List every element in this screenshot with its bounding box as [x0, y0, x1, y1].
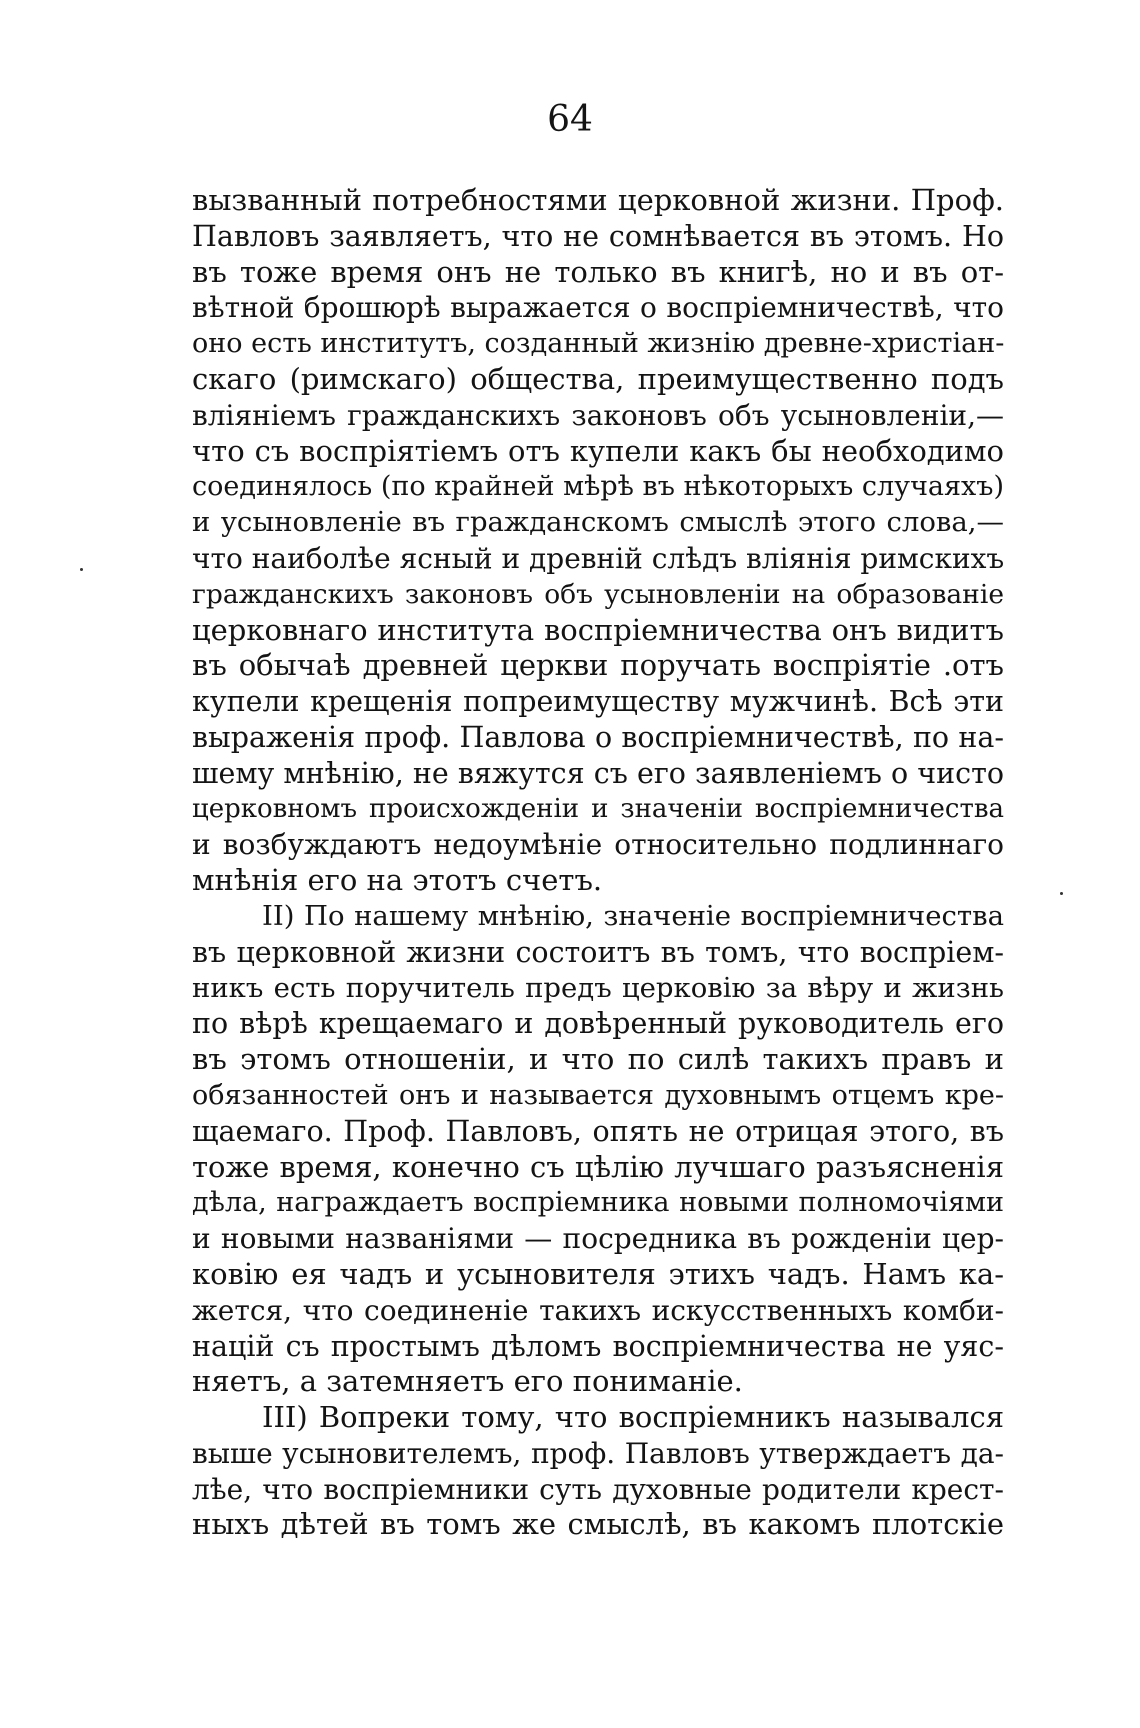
text-line: мнѣнія его на этотъ счетъ. [192, 863, 603, 898]
text-line: въ тоже время онъ не только въ книгѣ, но и въ от- [192, 254, 1004, 289]
text-line: жется, что соединеніе такихъ искусственныхъ комби- [192, 1293, 1004, 1327]
text-line: и усыновленіе въ гражданскомъ смыслѣ этого слова,— [192, 506, 1004, 539]
text-line: ныхъ дѣтей въ томъ же смыслѣ, въ какомъ плотскіе [192, 1507, 1004, 1542]
text-line: по вѣрѣ крещаемаго и довѣренный руководитель его [192, 1007, 1004, 1041]
scan-speck [1060, 892, 1063, 895]
text-line: ковію ея чадъ и усыновителя этихъ чадъ. Намъ ка- [192, 1256, 1004, 1291]
text-line: въ обычаѣ древней церкви поручать воспріятіе .отъ [192, 648, 1004, 683]
body-text [192, 183, 1004, 1543]
text-line: II) По нашему мнѣнію, значеніе воспріемничества [262, 899, 1004, 932]
text-line: Павловъ заявляетъ, что не сомнѣвается въ этомъ. Но [192, 219, 1004, 253]
text-line: націй съ простымъ дѣломъ воспріемничества не уяс- [192, 1329, 1004, 1363]
text-line: и возбуждаютъ недоумѣніе относительно подлиннаго [192, 828, 1004, 862]
text-line: что наиболѣе ясный и древній слѣдъ вліянія римскихъ [192, 541, 1005, 575]
text-line: тоже время, конечно съ цѣлію лучшаго разъясненія [192, 1149, 1004, 1184]
text-line: вѣтной брошюрѣ выражается о воспріемничествѣ, что [192, 291, 1004, 325]
text-line: вліяніемъ гражданскихъ законовъ объ усыновленіи,— [192, 398, 1004, 432]
text-line: въ церковной жизни состоитъ въ томъ, что воспріем- [192, 935, 1004, 969]
text-line: дѣла, награждаетъ воспріемника новыми полномочіями [192, 1187, 1004, 1219]
text-line: няетъ, а затемняетъ его пониманіе. [192, 1364, 743, 1399]
text-line: никъ есть поручитель предъ церковію за вѣру и жизнь [192, 971, 1004, 1004]
text-line: церковномъ происхожденіи и значеніи воспріемничества [192, 793, 1004, 824]
text-line: III) Вопреки тому, что воспріемникъ назывался [262, 1400, 1004, 1435]
text-line: лѣе, что воспріемники суть духовные родители крест- [192, 1472, 1004, 1506]
text-line: вызванный потребностями церковной жизни. Проф. [192, 183, 1004, 217]
text-line: и новыми названіями — посредника въ рожденіи цер- [192, 1222, 1004, 1256]
text-line: купели крещенія попреимуществу мужчинѣ. Всѣ эти [192, 685, 1004, 719]
text-line: что съ воспріятіемъ отъ купели какъ бы необходимо [192, 433, 1004, 468]
scan-speck [80, 568, 83, 571]
text-line: въ этомъ отношеніи, и что по силѣ такихъ правъ и [192, 1042, 1004, 1077]
text-line: выше усыновителемъ, проф. Павловъ утверждаетъ да- [192, 1436, 1004, 1470]
text-line: церковнаго института воспріемничества онъ видитъ [192, 612, 1004, 647]
text-line: выраженія проф. Павлова о воспріемничествѣ, по на- [192, 720, 1004, 754]
text-line: скаго (римскаго) общества, преимущественно подъ [192, 361, 1004, 396]
text-line: обязанностей онъ и называется духовнымъ отцемъ кре- [192, 1079, 1004, 1111]
text-line: гражданскихъ законовъ объ усыновленіи на образованіе [192, 578, 1004, 610]
text-line: соединялось (по крайней мѣрѣ въ нѣкоторыхъ случаяхъ) [192, 471, 1004, 503]
text-line: шему мнѣнію, не вяжутся съ его заявленіемъ о чисто [192, 756, 1004, 790]
page-number: 64 [547, 99, 593, 140]
text-line: щаемаго. Проф. Павловъ, опять не отрицая этого, въ [192, 1114, 1004, 1148]
text-line: оно есть институтъ, созданный жизнію древне-христіан- [192, 328, 1005, 360]
